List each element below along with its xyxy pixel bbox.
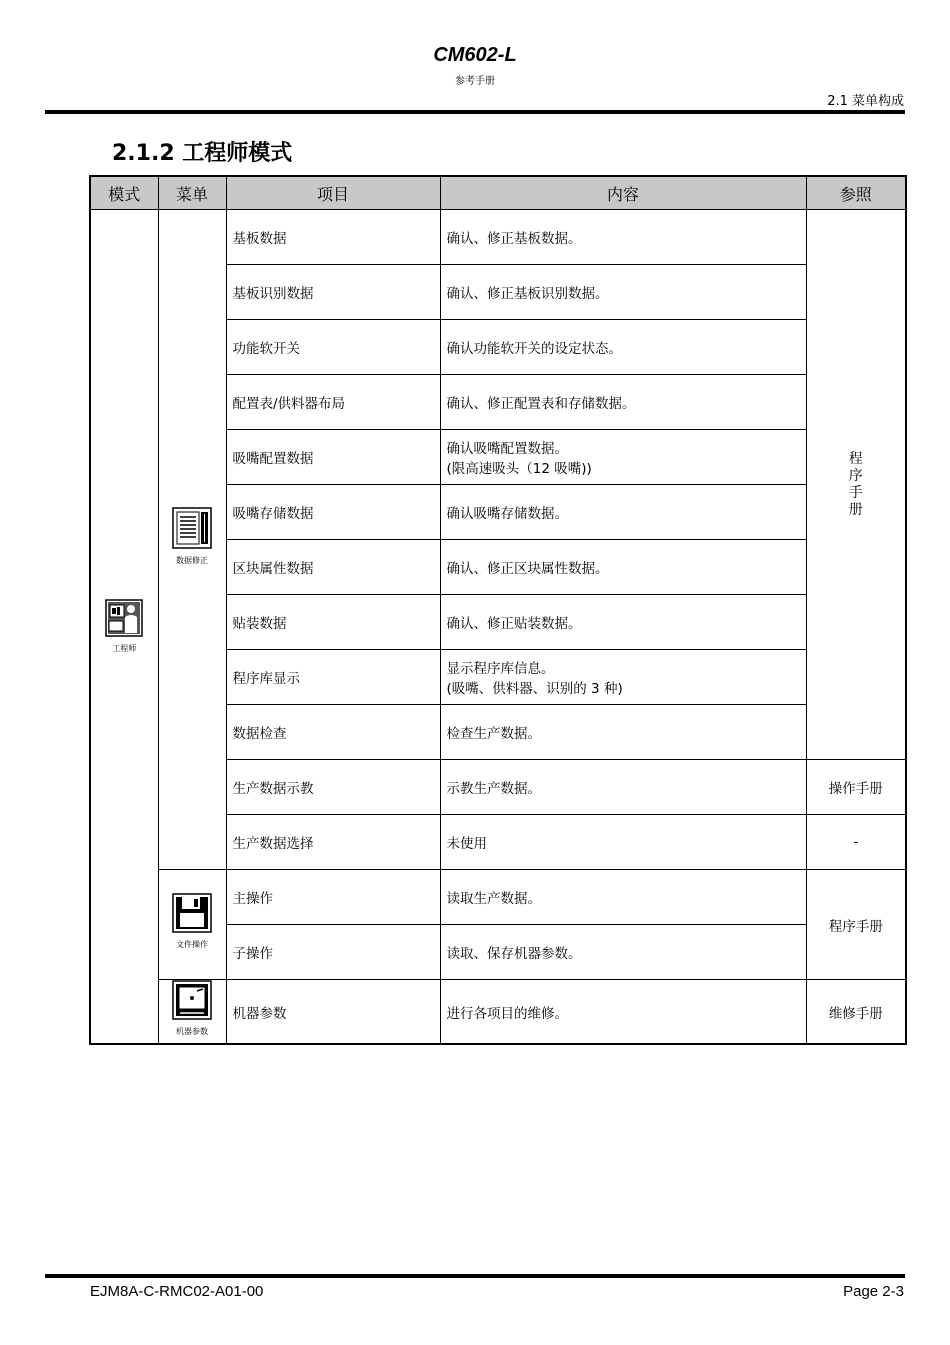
content-line: (吸嘴、供料器、识别的 3 种) xyxy=(446,681,623,697)
engineer-icon xyxy=(105,599,143,637)
menu-label-data-edit: 数据修正 xyxy=(176,556,208,565)
item-cell: 程序库显示 xyxy=(226,650,440,705)
content-cell: 未使用 xyxy=(440,815,806,870)
table-header-row xyxy=(90,176,906,210)
content-cell: 进行各项目的维修。 xyxy=(440,980,806,1045)
ref-operation-manual: 操作手册 xyxy=(806,760,906,815)
table-row xyxy=(90,870,906,925)
item-cell: 生产数据选择 xyxy=(226,815,440,870)
col-header-item: 项目 xyxy=(226,176,440,210)
menu-cell-file-op xyxy=(158,870,226,980)
content-cell: 读取生产数据。 xyxy=(440,870,806,925)
table-row xyxy=(90,210,906,265)
item-cell: 吸嘴存储数据 xyxy=(226,485,440,540)
content-cell: 检查生产数据。 xyxy=(440,705,806,760)
item-cell: 吸嘴配置数据 xyxy=(226,430,440,485)
item-cell: 数据检查 xyxy=(226,705,440,760)
ref-dash: - xyxy=(806,815,906,870)
content-cell: 确认功能软开关的设定状态。 xyxy=(440,320,806,375)
content-cell: 确认、修正区块属性数据。 xyxy=(440,540,806,595)
ref-maintenance-manual: 维修手册 xyxy=(806,980,906,1045)
product-title: CM602-L xyxy=(433,44,517,66)
item-cell: 配置表/供料器布局 xyxy=(226,375,440,430)
item-cell: 主操作 xyxy=(226,870,440,925)
col-header-ref: 参照 xyxy=(806,176,906,210)
content-cell: 读取、保存机器参数。 xyxy=(440,925,806,980)
item-cell: 功能软开关 xyxy=(226,320,440,375)
machine-param-icon xyxy=(172,980,212,1020)
data-edit-icon xyxy=(172,507,212,549)
table-row xyxy=(90,980,906,1045)
item-cell: 机器参数 xyxy=(226,980,440,1045)
content-cell: 确认吸嘴存储数据。 xyxy=(440,485,806,540)
mode-cell xyxy=(90,210,158,1045)
content-line: 显示程序库信息。 xyxy=(446,661,555,677)
item-cell: 贴装数据 xyxy=(226,595,440,650)
section-label: 2.1 菜单构成 xyxy=(827,94,904,109)
doc-type: 参考手册 xyxy=(455,76,495,87)
item-cell: 子操作 xyxy=(226,925,440,980)
page-heading: 2.1.2 工程师模式 xyxy=(112,141,293,166)
menu-cell-machine-param xyxy=(158,980,226,1045)
doc-code: EJM8A-C-RMC02-A01-00 xyxy=(90,1283,264,1300)
content-cell: 确认、修正基板识别数据。 xyxy=(440,265,806,320)
menu-label-file-op: 文件操作 xyxy=(176,940,208,949)
content-cell: 确认、修正贴装数据。 xyxy=(440,595,806,650)
content-cell: 确认、修正配置表和存储数据。 xyxy=(440,375,806,430)
ref-program-manual: 程序手册 xyxy=(806,870,906,980)
footer-rule xyxy=(45,1274,905,1278)
content-cell xyxy=(440,650,806,705)
col-header-content: 内容 xyxy=(440,176,806,210)
header-rule xyxy=(45,110,905,114)
col-header-mode: 模式 xyxy=(90,176,158,210)
menu-table xyxy=(89,175,907,1045)
content-line: 确认吸嘴配置数据。 xyxy=(446,441,568,457)
content-cell: 示教生产数据。 xyxy=(440,760,806,815)
ref-program-manual-vertical: 程 序 手 册 xyxy=(806,210,906,760)
file-op-icon xyxy=(172,893,212,933)
col-header-menu: 菜单 xyxy=(158,176,226,210)
menu-cell-data-edit xyxy=(158,210,226,870)
mode-label: 工程师 xyxy=(112,644,137,653)
item-cell: 生产数据示教 xyxy=(226,760,440,815)
content-cell: 确认、修正基板数据。 xyxy=(440,210,806,265)
menu-label-machine-param: 机器参数 xyxy=(176,1027,208,1036)
content-cell xyxy=(440,430,806,485)
page-number: Page 2-3 xyxy=(843,1283,904,1300)
item-cell: 区块属性数据 xyxy=(226,540,440,595)
content-line: (限高速吸头（12 吸嘴)) xyxy=(446,461,592,477)
item-cell: 基板数据 xyxy=(226,210,440,265)
item-cell: 基板识别数据 xyxy=(226,265,440,320)
